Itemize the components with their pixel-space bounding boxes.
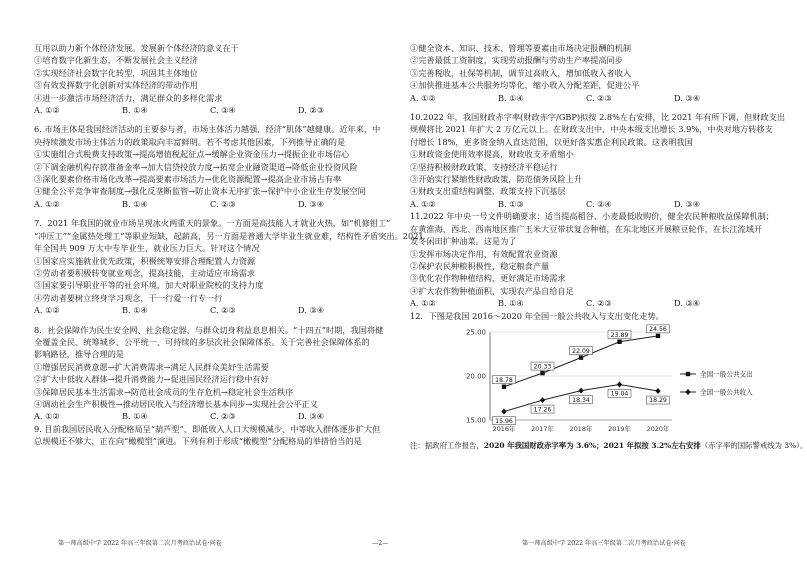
note-suffix: （赤字率的国际警戒线为 3%）。 xyxy=(700,440,807,450)
answer-c: C. ③④ xyxy=(210,105,236,116)
q10-item-3: ③开始实行紧缩性财政政策，防范债务风险上升 xyxy=(410,174,582,185)
q8-item-4: ④调动社会生产积极性→推动居民收入与经济增长基本同步→实现社会公平正义 xyxy=(34,398,318,409)
data-label: 20.33 xyxy=(533,363,552,371)
q8-stem-1: 8．社会保障作为民生安全网、社会稳定器，与群众切身利益息息相关。“十四五”时期，我国将健 xyxy=(34,324,384,335)
answer-d: D. ③④ xyxy=(298,411,325,422)
answer-a: A. ①② xyxy=(34,411,60,422)
legend-label: 全国一般公共收入 xyxy=(700,388,753,397)
intro-option-3: ③有效发挥数字化创新对实体经济的带动作用 xyxy=(34,80,198,91)
question-8 xyxy=(34,324,386,423)
answer-c: C. ②③ xyxy=(210,305,236,316)
data-label: 15.96 xyxy=(495,417,513,425)
answer-a: A. ①② xyxy=(34,105,60,116)
q7-item-1: ①国家应实施就业优先政策，积极统筹安排合理配置人力资源 xyxy=(34,255,256,266)
q9-stem-2: 总规模还不够大，正在向“橄榄型”演进。下列有利于形成“橄榄型”分配格局的举措恰当的是 xyxy=(34,436,362,447)
answer-c: C. ②③ xyxy=(210,198,236,209)
left-column xyxy=(34,42,424,448)
answer-b: B. ①④ xyxy=(122,198,148,209)
q8-answer-choices xyxy=(34,410,386,422)
intro-option-4: ④进一步激活市场经济活力，满足群众的多样化需求 xyxy=(34,92,223,103)
answer-a: A. ①② xyxy=(34,305,60,316)
answer-b: B. ①④ xyxy=(122,105,148,116)
right-column xyxy=(410,42,807,452)
q6-item-3: ③深化要素价格市场化改革→提高要素市场活力→优化资源配置→提高企业市场占有率 xyxy=(34,174,342,185)
q7-item-3: ③国家要引导职业平等的社会环境，加大对职业院校的支持力度 xyxy=(34,280,264,291)
question-7 xyxy=(34,217,424,316)
q11-item-4: ④扩大农作物种植面积，实现农产品自给自足 xyxy=(410,285,574,296)
legend-marker xyxy=(686,372,690,376)
question-11 xyxy=(410,210,774,309)
answer-d: D. ③④ xyxy=(298,305,325,316)
q6-item-1: ①实施组合式税费支持政策→提高增值税起征点→缓解企业资金压力→提振企业市场信心 xyxy=(34,149,350,160)
q8-item-1: ①增强居民消费意愿→扩大消费需求→满足人民群众美好生活需要 xyxy=(34,361,269,372)
y-tick-label: 15.00 xyxy=(465,416,486,425)
q9-stem-1: 9. 目前我国居民收入分配格局呈“葫芦型”，即低收入人口大规模减少、中等收入群体逐步扩大但 xyxy=(34,423,381,434)
answer-b: B. ①④ xyxy=(122,305,148,316)
q8-stem-2: 全覆盖全民、统筹城乡、公平统一、可持续的多层次社会保障体系。关于完善社会保障体系的 xyxy=(34,336,370,347)
question-6 xyxy=(34,123,386,210)
answer-c: C. ②③ xyxy=(586,92,612,103)
q6-answer-choices xyxy=(34,198,386,210)
q11-stem-3: 发冬闲田扩种油菜。这是为了 xyxy=(410,236,517,247)
data-point xyxy=(540,397,545,403)
series-line-0 xyxy=(504,336,658,387)
revenue-expenditure-chart xyxy=(444,322,753,440)
data-point xyxy=(656,334,660,338)
legend-label: 全国一般公共支出 xyxy=(700,370,753,379)
data-point xyxy=(578,388,583,394)
q8-item-3: ③保障居民基本生活需求→防范社会成员的生存危机→稳定社会生活秩序 xyxy=(34,386,294,397)
data-point xyxy=(540,371,544,375)
answer-b: B. ①④ xyxy=(498,298,524,309)
q9-item-3: ③完善税收，社保等机制，调节过高收入，增加低收入者收入 xyxy=(410,67,632,78)
data-label: 18.29 xyxy=(649,397,667,405)
intro-stem: 互用以助力新个体经济发展。发展新个体经济的意义在于 xyxy=(34,43,239,53)
answer-a: A. ①② xyxy=(410,298,436,309)
answer-a: A. ①② xyxy=(410,198,436,209)
answer-d: D. ③④ xyxy=(674,198,701,209)
answer-b: B. ①③ xyxy=(498,198,524,209)
answer-d: D. ③④ xyxy=(674,298,701,309)
question-12 xyxy=(410,310,807,453)
q10-item-2: ②坚持积极财政政策，支持经济平稳运行 xyxy=(410,161,558,172)
y-tick-label: 20.00 xyxy=(465,372,486,381)
question-10 xyxy=(410,111,786,210)
q10-stem-2: 规模将比 2021 年扩大 2 万亿元以上。在财政支出中，中央本级支出增长 3.9%，中央对地方转移支 xyxy=(410,124,773,135)
data-point xyxy=(617,381,622,387)
q11-item-1: ①发挥市场决定作用，有效配置农业资源 xyxy=(410,248,558,259)
chart-note xyxy=(410,440,807,452)
q7-stem-2: “冲压工”“金属热处理工”等职业短缺，起薪高，另一方面是普通大学毕业生就业难，结构性矛盾突出。2021 xyxy=(34,230,424,241)
answer-d: D. ②③ xyxy=(298,105,325,116)
answer-b: B. ①④ xyxy=(122,411,148,422)
q6-stem-1: 6. 市场主体是我国经济活动的主要参与者，市场主体活力越强，经济“肌体”越健康。近年来，中 xyxy=(34,124,381,135)
answer-a: A. ①② xyxy=(410,92,436,103)
q6-stem-2: 央持续激发市场主体活力的政策取向丰富鲜明。若不考虑其他因素，下列推导正确的是 xyxy=(34,136,346,147)
intro-option-1: ①培育数字化新生态，不断发展社会主义经济 xyxy=(34,55,198,66)
x-tick-label: 2017年 xyxy=(531,424,554,433)
q8-item-2: ②扩大中低收入群体→提升消费能力→促进国民经济运行稳中有好 xyxy=(34,374,269,385)
intro-answer-choices xyxy=(34,104,386,116)
q7-stem-1: 7．2021 年我国的就业市场呈现冰火两重天的景象。一方面是高技能人才就业火热，如“机修钳工” xyxy=(34,218,391,229)
data-label: 18.34 xyxy=(572,396,590,404)
x-tick-label: 2019年 xyxy=(608,424,631,433)
q7-answer-choices xyxy=(34,304,386,316)
answer-b: B. ①④ xyxy=(498,92,524,103)
x-tick-label: 2018年 xyxy=(569,424,593,433)
data-point xyxy=(655,388,660,394)
q11-item-2: ②保护农民种粮积极性，稳定粮食产量 xyxy=(410,260,550,271)
q7-item-2: ②劳动者要积极转变就业观念，提高技能，主动适应市场需求 xyxy=(34,267,256,278)
data-label: 18.78 xyxy=(495,376,513,384)
data-point xyxy=(501,408,506,414)
answer-d: D. ③④ xyxy=(298,198,325,209)
x-tick-label: 2020年 xyxy=(646,424,670,433)
line-chart-svg xyxy=(444,322,753,440)
q9-answer-choices xyxy=(410,92,762,104)
y-tick-label: 25.00 xyxy=(465,328,486,337)
q11-item-3: ③优化农作物种植结构，更好满足市场需求 xyxy=(410,273,566,284)
data-label: 24.56 xyxy=(649,326,667,334)
q6-item-2: ②下调金融机构存款准备金率→加大信贷投放力度→拓宽企业融资渠道→降低企业投资风险 xyxy=(34,161,358,172)
data-label: 17.26 xyxy=(533,406,552,414)
q8-stem-3: 影响路径，推导合理的是 xyxy=(34,349,125,360)
q12-stem: 12．下图是我国 2016～2020 年全国一般公共收入与支出变化走势。 xyxy=(410,310,664,321)
page-number: —2— xyxy=(372,540,389,547)
data-label: 23.89 xyxy=(610,331,629,339)
q7-item-4: ④劳动者要树立终身学习观念，干一行爱一行专一行 xyxy=(34,292,223,303)
legend-marker xyxy=(685,389,690,395)
data-label: 19.04 xyxy=(610,390,629,398)
q9-item-1: ①健全资本、知识、技术、管理等要素由市场决定报酬的机制 xyxy=(410,43,632,53)
answer-c: C. ②④ xyxy=(586,198,612,209)
q11-stem-2: 在黄淮海、西北、西南地区推广玉米大豆带状复合种植，在东北地区开展粮豆轮作，在长江流域开 xyxy=(410,223,763,234)
data-point xyxy=(502,384,506,388)
answer-a: A. ①② xyxy=(34,198,60,209)
answer-c: C. ②③ xyxy=(586,298,612,309)
note-bold: 2020 年我国财政赤字率为 3.6%；2021 年拟按 3.2%左右安排 xyxy=(483,440,701,450)
question-9-continued xyxy=(410,42,762,104)
data-point xyxy=(617,340,621,344)
answer-c: C. ②③ xyxy=(210,411,236,422)
note-prefix: 注：据政府工作报告， xyxy=(410,440,484,450)
question-9 xyxy=(34,423,386,448)
q10-answer-choices xyxy=(410,198,762,210)
q9-item-4: ④加快推进基本公共服务均等化，缩小收入分配差距，促进公平 xyxy=(410,80,640,91)
data-point xyxy=(579,355,583,359)
q10-item-1: ①财政资金使用效率提高，财政收支矛盾缩小 xyxy=(410,149,574,160)
q10-stem-1: 10.2022 年，我国财政赤字率(财政赤字/GBP)拟按 2.8%左右安排，比 2021 年有所下调，但财政支出 xyxy=(410,112,786,123)
q6-item-4: ④健全公平竞争审查制度→强化反垄断监管→防止资本无序扩张→保护中小企业生存发展空间 xyxy=(34,186,366,197)
q10-item-4: ④财政支出重结构调整，政策支持下沉基层 xyxy=(410,186,566,197)
data-label: 22.09 xyxy=(572,347,590,355)
q10-stem-3: 付增长 18%，更多资金纳入直达范围，以更好落实惠企利民政策。这表明我国 xyxy=(410,136,693,147)
q7-stem-3: 年全国共 909 万大中专毕业生，就业压力巨大。针对这个情况 xyxy=(34,243,260,254)
q11-stem-1: 11.2022 年中央一号文件明确要求：适当提高稻谷、小麦最低收购价，健全农民种粮收益保障机制； xyxy=(410,211,774,222)
intro-option-2: ②实现经济社会数字化转型，巩固其主体地位 xyxy=(34,67,198,78)
x-tick-label: 2016年 xyxy=(492,424,516,433)
footer-left: 第一师高级中学 2022 年高三年级第二次月考政治试卷·问卷 xyxy=(58,540,222,547)
q9-item-2: ②完善最低工资制度，实现劳动报酬与劳动生产率提高同步 xyxy=(410,55,623,66)
answer-d: D. ③④ xyxy=(674,92,701,103)
intro-question xyxy=(34,42,386,116)
footer-right: 第一师高级中学 2022 年高三年级第二次月考政治试卷·问卷 xyxy=(522,540,686,547)
q11-answer-choices xyxy=(410,297,762,309)
